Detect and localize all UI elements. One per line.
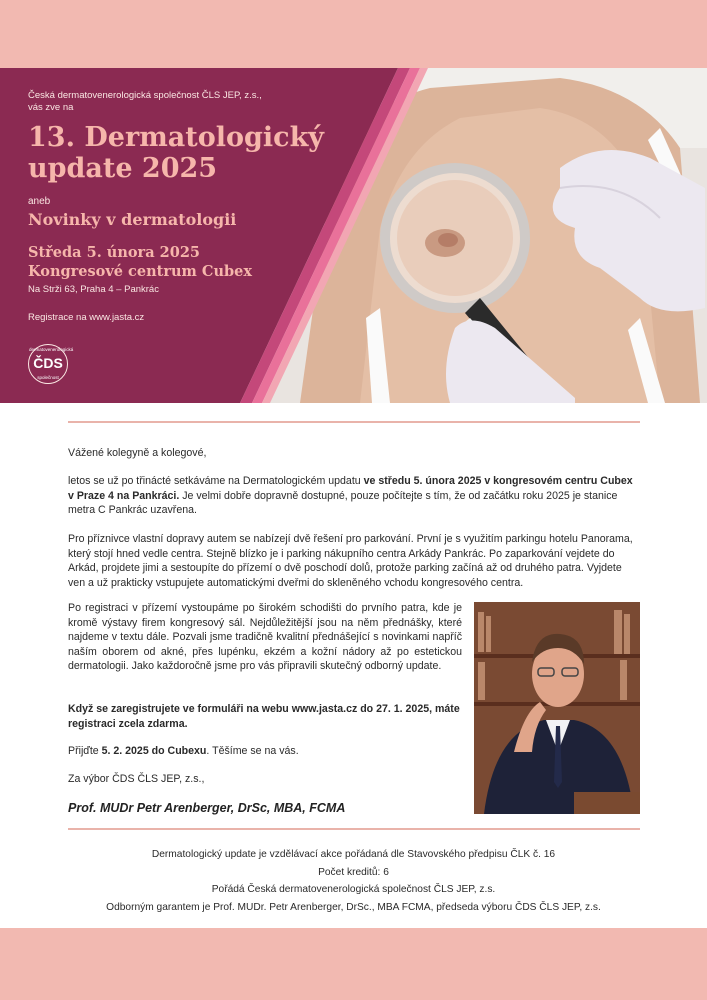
- event-date: Středa 5. února 2025: [28, 244, 200, 261]
- divider-top: [68, 421, 640, 423]
- logo-main-text: ČDS: [33, 355, 63, 371]
- letter-paragraph-2: Pro příznivce vlastní dopravy autem se nabízejí dvě řešení pro parkování. První je s využitím parkingu hotelu Panorama, který stojí hned vedle centra. Stejně blízko je i parking nákupního centra Arkády Pankrác. Po zaparkování vejdete do Arkád, projdete jimi a sestoupíte do přízemí o dvě poschodí dolů, protože parking začíná až od druhého patra. Vyjdete ven a už prakticky vstupujete automatickými dveřmi do skleněného vchodu kongresového centra.: [68, 533, 633, 589]
- divider-bottom: [68, 828, 640, 830]
- letter-paragraph-3: Po registraci v přízemí vystoupáme po širokém schodišti do prvního patra, kde je kromě výstavy firem kongresový sál. Nejdůležitější jsou na něm přednášky, které najdeme v textu dále. Pozvali jsme tradičně kvalitní přednášející s novinkami napříč naším oborem od akné, přes lupénku, ekzém a kožní nádory až po estetickou dermatologii. Jako každoročně jsme pro vás připravili skutečný odborný update.: [68, 602, 462, 672]
- logo-bottom-text: společnost: [37, 375, 59, 380]
- p1-text-a: letos se už po třinácté setkáváme na Dermatologickém updatu: [68, 475, 364, 487]
- registration-link[interactable]: Registrace na www.jasta.cz: [28, 312, 145, 323]
- footer-info: [0, 846, 707, 916]
- event-venue: Kongresové centrum Cubex: [28, 263, 252, 280]
- portrait-photo: [474, 602, 640, 814]
- invite-line: vás zve na: [28, 102, 74, 113]
- letter-greeting: Vážené kolegyně a kolegové,: [68, 447, 207, 459]
- bottom-band: [0, 928, 707, 1000]
- footer-line-1: Dermatologický update je vzdělávací akce pořádaná dle Stavovského předpisu ČLK č. 16: [151, 849, 556, 860]
- p1-text-c: Je velmi dobře dopravně dostupné, pouze počítejte s tím, že od začátku roku 2025 je stanice metra C Pankrác uzavřena.: [68, 489, 618, 516]
- p5-text-c: . Těšíme se na vás.: [206, 745, 299, 757]
- footer-line-3: Pořádá Česká dermatovenerologická společnost ČLS JEP, z.s.: [211, 884, 496, 895]
- organizer-line: Česká dermatovenerologická společnost ČLS JEP, z.s.,: [28, 90, 262, 101]
- footer-line-2: Počet kreditů: 6: [318, 866, 389, 878]
- event-title-line1: 13. Dermatologický: [28, 122, 324, 153]
- event-address: Na Strži 63, Praha 4 – Pankrác: [28, 284, 159, 295]
- cds-logo: [28, 344, 74, 384]
- event-title-line2: update 2025: [28, 153, 218, 184]
- letter-paragraph-1: [68, 474, 640, 518]
- top-band: [0, 0, 707, 68]
- letter-paragraph-4: Když se zaregistrujete ve formuláři na webu www.jasta.cz do 27. 1. 2025, máte registraci zcela zdarma.: [68, 703, 460, 730]
- letter-closing: Za výbor ČDS ČLS JEP, z.s.,: [68, 773, 205, 785]
- signature: Prof. MUDr Petr Arenberger, DrSc, MBA, FCMA: [68, 801, 346, 815]
- p5-text-bold: 5. 2. 2025 do Cubexu: [101, 745, 207, 757]
- aneb-label: aneb: [28, 196, 51, 207]
- event-subtitle: Novinky v dermatologii: [28, 210, 237, 229]
- p5-text-a: Přijďte: [68, 745, 102, 757]
- hero-text: [28, 90, 388, 323]
- footer-line-4: Odborným garantem je Prof. MUDr. Petr Arenberger, DrSc., MBA FCMA, předseda výboru ČDS ČLS JEP, z.s.: [106, 901, 601, 913]
- logo-top-text: dermatovenerologická: [29, 347, 74, 352]
- p1-text-bold: ve středu 5. února 2025 v kongresovém centru Cubex v Praze 4 na Pankráci.: [68, 475, 633, 502]
- hero-banner: [0, 68, 707, 403]
- letter-paragraph-5: [68, 744, 299, 759]
- portrait-image: [474, 602, 640, 814]
